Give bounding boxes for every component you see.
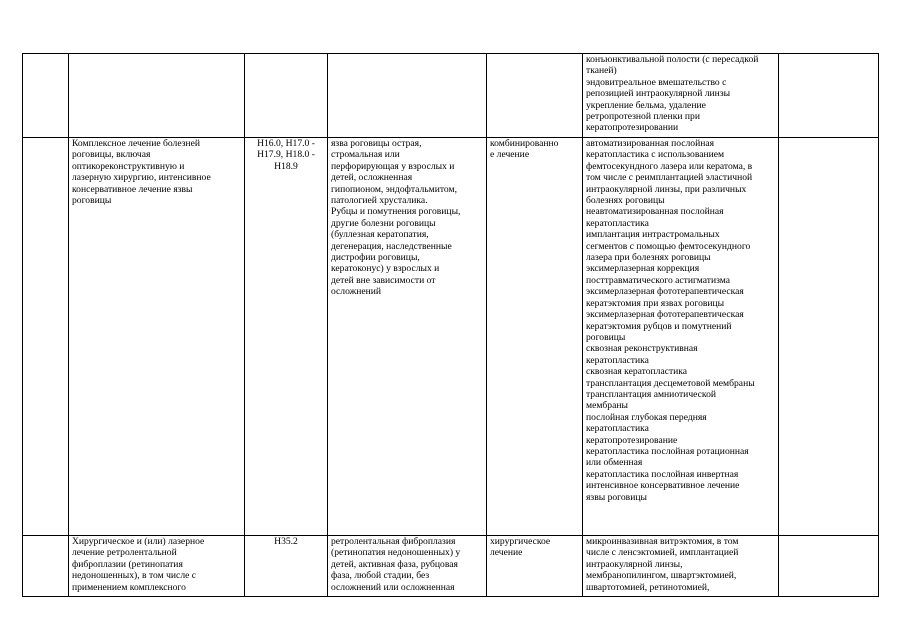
treatment-type-cell <box>487 536 583 597</box>
method-line: мембраны <box>586 400 628 412</box>
care-name-cell <box>69 138 245 536</box>
name-line: оптикореконструктивную и <box>72 160 185 172</box>
model-line: детей вне зависимости от <box>331 274 436 286</box>
name-line: лечение ретролентальной <box>72 547 177 559</box>
method-line: фемтосекундного лазера или кератома, в <box>586 160 753 172</box>
table-row <box>23 54 879 138</box>
name-line: недоношенных), в том числе с <box>72 570 197 582</box>
method-line: посттравматического астигматизма <box>586 274 731 286</box>
method-line: интраокулярной линзы, при различных <box>586 183 747 195</box>
treatment-type-cell <box>487 54 583 138</box>
method-line: кератэктомия при язвах роговицы <box>586 297 725 309</box>
care-name-cell <box>69 536 245 597</box>
code-line: H17.9, H18.0 - <box>257 149 315 161</box>
method-line: трансплантация амниотической <box>586 388 716 400</box>
method-line: неавтоматизированная послойная <box>586 206 724 218</box>
model-line: осложнений <box>331 286 382 298</box>
code-line: H35.2 <box>274 536 298 547</box>
method-line: или обменная <box>586 457 643 469</box>
method-line: числе с ленсэктомией, имплантацией <box>586 547 739 559</box>
model-line: гипопионом, эндофтальмитом, <box>331 183 457 195</box>
method-line: интраокулярной линзы, <box>586 558 683 570</box>
method-line: тканей) <box>586 65 617 77</box>
icd-codes-cell <box>245 54 328 138</box>
method-line: интенсивное консервативное лечение <box>586 480 740 492</box>
code-line: H18.9 <box>274 160 298 172</box>
method-line: сегментов с помощью фемтосекундного <box>586 240 751 252</box>
method-line: автоматизированная послойная <box>586 138 715 149</box>
row-number-cell <box>23 138 69 536</box>
name-line: Комплексное лечение болезней <box>72 138 201 149</box>
method-line: репозицией интраокулярной линзы <box>586 88 731 100</box>
patient-model-cell <box>328 138 487 536</box>
model-line: фаза, любой стадии, без <box>331 570 430 582</box>
method-line: эксимерлазерная фототерапевтическая <box>586 309 744 321</box>
name-line: консервативное лечение язвы <box>72 183 193 195</box>
method-line: микроинвазивная витрэктомия, в том <box>586 536 739 547</box>
treatment-type-cell <box>487 138 583 536</box>
method-line: кератопротезирование <box>586 434 678 446</box>
row-number-cell <box>23 536 69 597</box>
type-line: хирургическое <box>490 536 551 547</box>
row-number-cell <box>23 54 69 138</box>
model-line: патологией хрусталика. <box>331 195 428 207</box>
model-line: стромальная или <box>331 149 400 161</box>
model-line: ретролентальная фиброплазия <box>331 536 456 547</box>
type-line: комбинированно <box>490 138 559 149</box>
table-row <box>23 138 879 536</box>
method-line: кератопластика <box>586 217 649 229</box>
icd-codes-cell <box>245 536 328 597</box>
method-line: сквозная реконструктивная <box>586 343 698 355</box>
model-line: (буллезная кератопатия, <box>331 229 429 241</box>
method-line: кератопластика <box>586 354 649 366</box>
method-line: кератопластика с использованием <box>586 149 725 161</box>
name-line: лазерную хирургию, интенсивное <box>72 172 211 184</box>
care-name-cell <box>69 54 245 138</box>
name-line: роговицы, включая <box>72 149 151 161</box>
method-line: швартотомией, ретинотомией, <box>586 581 710 593</box>
name-line: применением комплексного <box>72 581 186 593</box>
model-line: детей, осложненная <box>331 172 413 184</box>
name-line: роговицы <box>72 195 112 207</box>
model-line: дегенерация, наследственные <box>331 240 452 252</box>
treatment-method-cell <box>583 536 779 597</box>
method-line: имплантация интрастромальных <box>586 229 720 241</box>
method-line: трансплантация десцеметовой мембраны <box>586 377 755 389</box>
method-line: конъюнктивальной полости (с пересадкой <box>586 54 759 65</box>
method-line: кератопластика послойная инвертная <box>586 468 739 480</box>
method-line: сквозная кератопластика <box>586 366 688 378</box>
code-line: H16.0, H17.0 - <box>257 138 315 149</box>
cost-cell <box>779 54 879 138</box>
method-line: кератопротезировании <box>586 122 679 134</box>
method-line: укрепление бельма, удаление <box>586 99 706 111</box>
model-line: Рубцы и помутнения роговицы, <box>331 206 461 218</box>
icd-codes-cell <box>245 138 328 536</box>
cost-cell <box>779 536 879 597</box>
model-line: перфорирующая у взрослых и <box>331 160 455 172</box>
treatment-method-cell <box>583 138 779 536</box>
method-line: эндовитреальное вмешательство с <box>586 76 727 88</box>
model-line: другие болезни роговицы <box>331 217 436 229</box>
name-line: Хирургическое и (или) лазерное <box>72 536 205 547</box>
model-line: дистрофии роговицы, <box>331 252 420 264</box>
medical-care-table <box>22 53 879 597</box>
patient-model-cell <box>328 54 487 138</box>
type-line: е лечение <box>490 149 530 161</box>
method-line: лазера при болезнях роговицы <box>586 252 711 264</box>
type-line: лечение <box>490 547 523 559</box>
model-line: детей, активная фаза, рубцовая <box>331 558 458 570</box>
method-line: эксимерлазерная коррекция <box>586 263 700 275</box>
method-line: язвы роговицы <box>586 491 647 503</box>
model-line: (ретинопатия недоношенных) у <box>331 547 461 559</box>
model-line: язва роговицы острая, <box>331 138 422 149</box>
method-line: роговицы <box>586 331 626 343</box>
method-line: болезнях роговицы <box>586 195 665 207</box>
method-line: эксимерлазерная фототерапевтическая <box>586 286 744 298</box>
table-row <box>23 536 879 597</box>
cost-cell <box>779 138 879 536</box>
method-line: мембранопилингом, швартэктомией, <box>586 570 737 582</box>
treatment-method-cell <box>583 54 779 138</box>
method-line: ретропротезной пленки при <box>586 111 700 123</box>
patient-model-cell <box>328 536 487 597</box>
model-line: кератоконус) у взрослых и <box>331 263 440 275</box>
method-line: том числе с реимплантацией эластичной <box>586 172 753 184</box>
method-line: послойная глубокая передняя <box>586 411 707 423</box>
name-line: фиброплазии (ретинопатия <box>72 558 183 570</box>
method-line: кератопластика <box>586 423 649 435</box>
method-line: кератопластика послойная ротационная <box>586 445 749 457</box>
model-line: осложнений или осложненная <box>331 581 455 593</box>
method-line: кератэктомия рубцов и помутнений <box>586 320 732 332</box>
